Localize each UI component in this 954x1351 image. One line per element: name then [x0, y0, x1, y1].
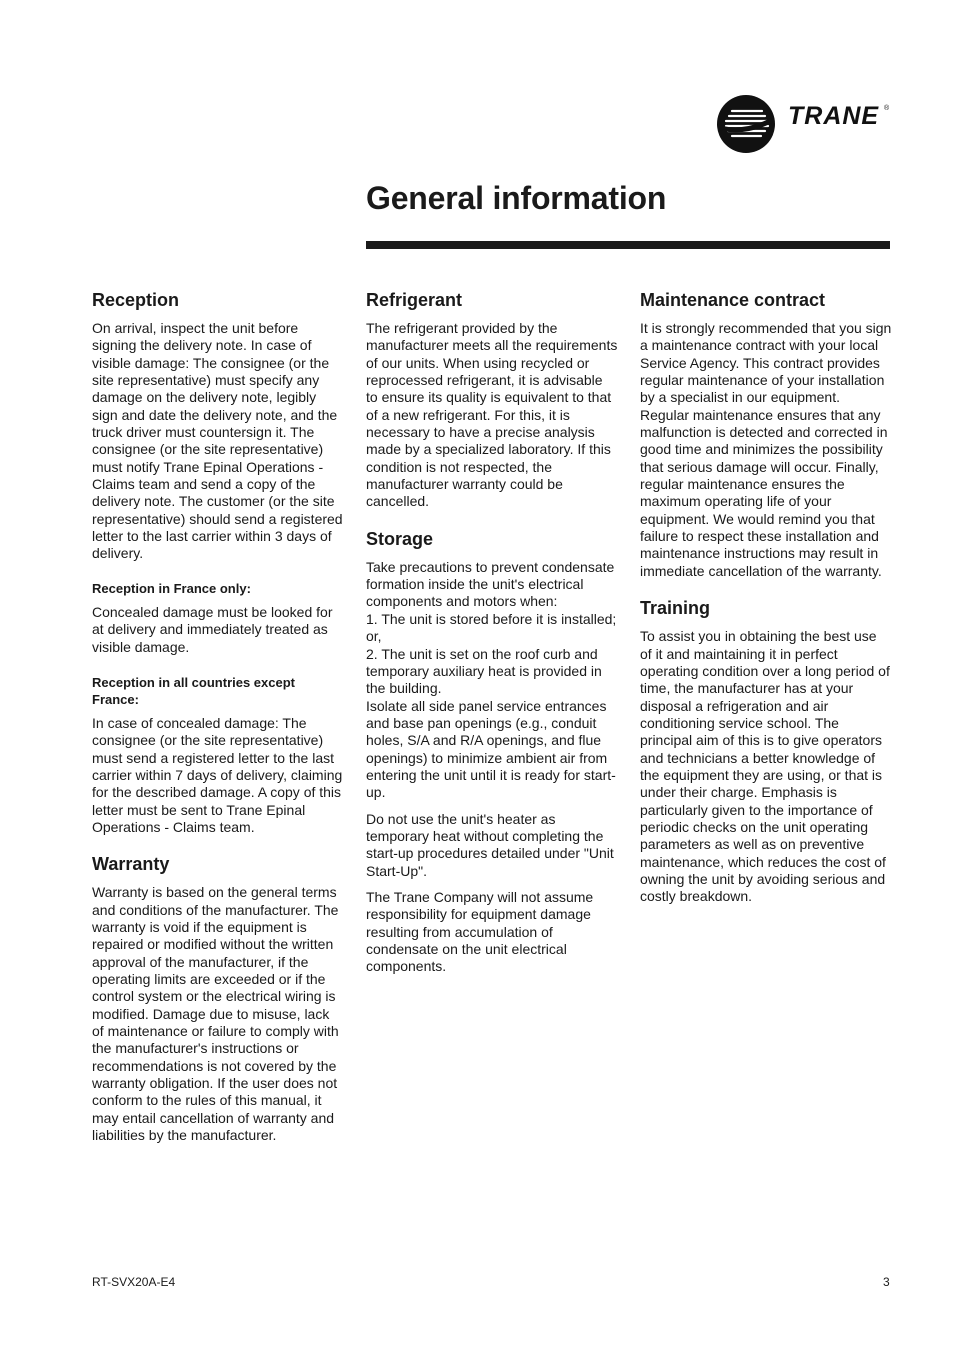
storage-heater: Do not use the unit's heater as temporary heat without completing the start-up procedures detailed under "Unit Start-Up".	[366, 810, 614, 879]
column-left	[92, 289, 344, 1144]
heading-reception: Reception	[92, 290, 180, 310]
heading-refrigerant: Refrigerant	[366, 290, 463, 310]
reception-body: On arrival, inspect the unit before signing the delivery note. In case of visible damage: The consignee (or the site representative) must specify any damage on the delivery note, legibly sign and date the delivery note, and the truck driver must countersign it. The consignee (or the site representative) must notify Trane Epinal Operations - Claims team and send a copy of the delivery note. The customer (or the site representative) should send a registered letter to the last carrier within 3 days of delivery.	[92, 320, 343, 562]
heading-warranty: Warranty	[92, 854, 170, 875]
storage-responsibility: The Trane Company will not assume responsibility for equipment damage resulting from accumulation of condensate on the unit electrical components.	[366, 888, 594, 975]
column-right	[640, 289, 892, 906]
trane-emblem-icon	[716, 94, 776, 154]
training-body: To assist you in obtaining the best use of it and maintaining it in perfect operating condition over a long period of time, the manufacturer has at your disposal a refrigeration and air conditioning service school. The principal aim of this is to give operators and technicians a better knowledge of the equipment they are using, or that is under their charge. Emphasis is particularly given to the importance of periodic checks on the unit operating parameters as well as on preventive maintenance, which reduces the cost of owning the unit by avoiding serious and costly breakdown.	[640, 628, 890, 905]
heading-maintenance-contract: Maintenance contract	[640, 290, 826, 310]
reception-france-body: Concealed damage must be looked for at delivery and immediately treated as visible damage.	[92, 603, 333, 655]
heading-storage: Storage	[366, 528, 434, 549]
storage-isolate: Isolate all side panel service entrances and base pan openings (e.g., conduit holes, S/A and R/A openings, and flue openings) to minimize ambient air from entering the unit until it is ready for start-up.	[366, 697, 616, 801]
storage-item-2: 2. The unit is set on the roof curb and temporary auxiliary heat is provided in the building.	[366, 645, 602, 697]
refrigerant-body: The refrigerant provided by the manufacturer meets all the requirements of our units. When using recycled or reprocessed refrigerant, it is advisable to ensure its quality is equivalent to that of a new refrigerant. For this, it is necessary to have a precise analysis made by a specialized laboratory. If this condition is not respected, the manufacturer warranty could be cancelled.	[366, 320, 618, 510]
document-code: RT-SVX20A-E4	[92, 1275, 176, 1289]
heading-reception-france: Reception in France only:	[92, 580, 251, 596]
registered-mark: ®	[884, 105, 890, 112]
column-middle	[366, 289, 618, 976]
trane-logo	[716, 94, 892, 154]
brand-wordmark: TRANE	[788, 102, 880, 130]
page-title: General information	[366, 180, 667, 216]
storage-item-1: 1. The unit is stored before it is installed; or,	[366, 610, 617, 645]
title-rule	[366, 241, 890, 249]
warranty-body: Warranty is based on the general terms and conditions of the manufacturer. The warranty is void if the equipment is repaired or modified without the written approval of the manufacturer, if the operating limits are exceeded or if the control system or the electrical wiring is modified. Damage due to misuse, lack of maintenance or failure to comply with the manufacturer's instructions or recommendations is not covered by the warranty obligation. If the user does not conform to the rules of this manual, it may entail cancellation of warranty and liabilities by the manufacturer.	[92, 884, 339, 1144]
heading-reception-all-countries: Reception in all countries except France:	[92, 674, 295, 707]
maintenance-body: It is strongly recommended that you sign a maintenance contract with your local Service Agency. This contract provides regular maintenance of your installation by a specialist in our equipment. Regular maintenance ensures that any malfunction is detected and corrected in good time and minimizes the possibility that serious damage will occur. Finally, regular maintenance ensures the maximum operating life of your equipment. We would remind you that failure to respect these installation and maintenance instructions may result in immediate cancellation of the warranty.	[640, 320, 892, 579]
page-number: 3	[883, 1275, 890, 1289]
reception-all-countries-body: In case of concealed damage: The consignee (or the site representative) must send a registered letter to the last carrier within 7 days of delivery, claiming for the described damage. A copy of this letter must be sent to Trane Epinal Operations - Claims team.	[92, 714, 343, 835]
heading-training: Training	[640, 598, 711, 619]
storage-intro: Take precautions to prevent condensate formation inside the unit's electrical components and motors when:	[366, 558, 615, 610]
